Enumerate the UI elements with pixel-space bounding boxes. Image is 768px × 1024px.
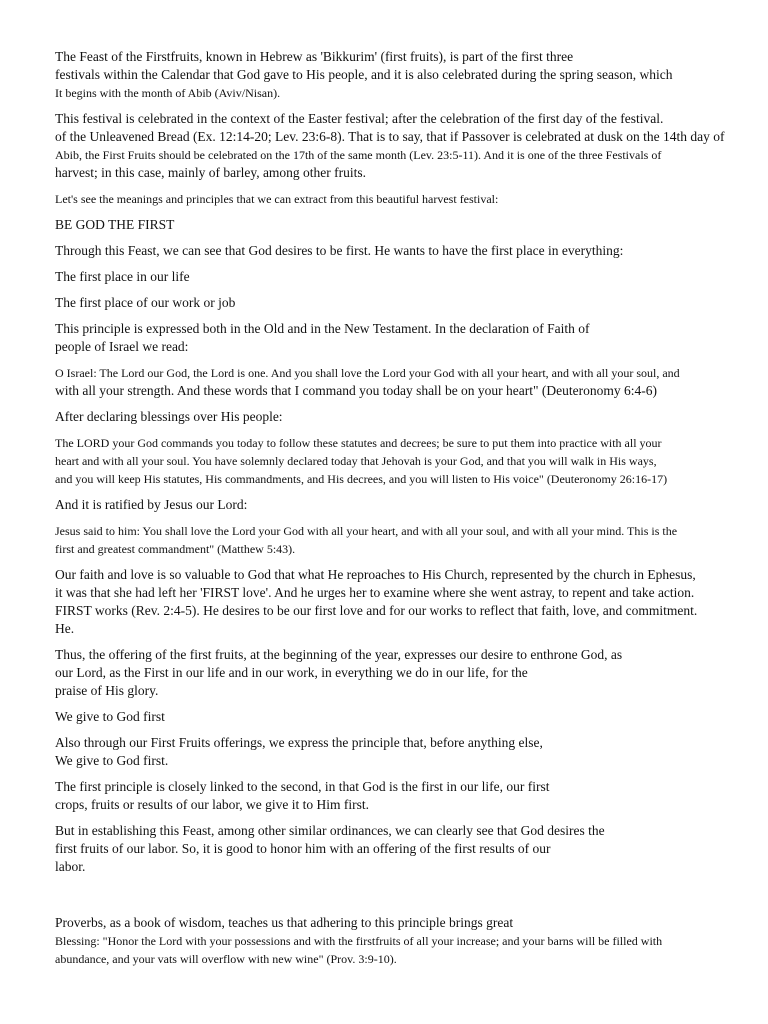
quote-deuteronomy-6	[55, 364, 745, 400]
text-line: our Lord, as the First in our life and in our work, in everything we do in our life, for the	[55, 665, 528, 680]
text-line: The Feast of the Firstfruits, known in Hebrew as 'Bikkurim' (first fruits), is part of the first three	[55, 49, 574, 64]
text-line: and you will keep His statutes, His commandments, and His decrees, and you will listen to His voice" (Deuteronomy 26:16-17)	[55, 472, 668, 486]
text-line: crops, fruits or results of our labor, we give it to Him first.	[55, 797, 370, 812]
document-page	[55, 48, 745, 976]
text-line: harvest; in this case, mainly of barley, among other fruits.	[55, 165, 367, 180]
text-line: Through this Feast, we can see that God desires to be first. He wants to have the first place in everything:	[55, 243, 624, 258]
quote-deuteronomy-26	[55, 434, 745, 488]
text-line: He.	[55, 621, 75, 636]
text-line: people of Israel we read:	[55, 339, 189, 354]
paragraph-principle	[55, 320, 745, 356]
text-line: But in establishing this Feast, among other similar ordinances, we can clearly see that God desires the	[55, 823, 605, 838]
text-line: It begins with the month of Abib (Aviv/Nisan).	[55, 86, 281, 100]
section-heading-be-god-first	[55, 216, 745, 234]
list-item-first-place-work	[55, 294, 745, 312]
paragraph-ephesus	[55, 566, 745, 638]
text-line: Jesus said to him: You shall love the Lord your God with all your heart, and with all your soul, and with all your mind. This is the	[55, 524, 678, 538]
paragraph-spacer	[55, 884, 745, 914]
paragraph-offering	[55, 646, 745, 700]
text-line: The LORD your God commands you today to follow these statutes and decrees; be sure to put them into practice with all your	[55, 436, 662, 450]
text-line: it was that she had left her 'FIRST love'. And he urges her to examine where she went astray, to repent and take action.	[55, 585, 695, 600]
paragraph-god-first	[55, 242, 745, 260]
text-line: festivals within the Calendar that God gave to His people, and it is also celebrated during the spring season, which	[55, 67, 673, 82]
heading-text: BE GOD THE FIRST	[55, 217, 175, 232]
paragraph-meanings	[55, 190, 745, 208]
text-line: O Israel: The Lord our God, the Lord is one. And you shall love the Lord your God with all your heart, and with all your soul, and	[55, 366, 680, 380]
text-line: Blessing: "Honor the Lord with your possessions and with the firstfruits of all your increase; and your barns will be filled with	[55, 934, 663, 948]
paragraph-context	[55, 110, 745, 182]
text-line: first fruits of our labor. So, it is good to honor him with an offering of the first results of our	[55, 841, 551, 856]
text-line: The first principle is closely linked to the second, in that God is the first in our life, our first	[55, 779, 550, 794]
paragraph-establishing-feast	[55, 822, 745, 876]
text-line: We give to God first.	[55, 753, 169, 768]
text-line: Our faith and love is so valuable to God that what He reproaches to His Church, represented by the church in Ephesus,	[55, 567, 696, 582]
text-line: Abib, the First Fruits should be celebrated on the 17th of the same month (Lev. 23:5-11). And it is one of the three Festivals of	[55, 148, 662, 162]
list-item-first-place-life	[55, 268, 745, 286]
text-line: abundance, and your vats will overflow with new wine" (Prov. 3:9-10).	[55, 952, 397, 966]
text-line: FIRST works (Rev. 2:4-5). He desires to be our first love and for our works to reflect that faith, love, and commitment.	[55, 603, 698, 618]
text-line: praise of His glory.	[55, 683, 159, 698]
paragraph-first-principle	[55, 778, 745, 814]
text-line: And it is ratified by Jesus our Lord:	[55, 497, 248, 512]
text-line: Thus, the offering of the first fruits, at the beginning of the year, expresses our desire to enthrone God, as	[55, 647, 623, 662]
paragraph-ratified	[55, 496, 745, 514]
text-line: After declaring blessings over His people:	[55, 409, 283, 424]
text-line: The first place of our work or job	[55, 295, 236, 310]
text-line: with all your strength. And these words that I command you today shall be on your heart" (Deuteronomy 6:4-6)	[55, 383, 658, 398]
text-line: first and greatest commandment" (Matthew 5:43).	[55, 542, 296, 556]
paragraph-firstfruits-offerings	[55, 734, 745, 770]
section-heading-give-first	[55, 708, 745, 726]
text-line: Also through our First Fruits offerings, we express the principle that, before anything else,	[55, 735, 543, 750]
text-line: labor.	[55, 859, 86, 874]
paragraph-blessings	[55, 408, 745, 426]
text-line: Let's see the meanings and principles that we can extract from this beautiful harvest festival:	[55, 192, 499, 206]
text-line: This festival is celebrated in the context of the Easter festival; after the celebration of the first day of the festival.	[55, 111, 664, 126]
quote-matthew	[55, 522, 745, 558]
text-line: of the Unleavened Bread (Ex. 12:14-20; Lev. 23:6-8). That is to say, that if Passover is celebrated at dusk on the 14th day of	[55, 129, 725, 144]
text-line: Proverbs, as a book of wisdom, teaches us that adhering to this principle brings great	[55, 915, 514, 930]
paragraph-intro	[55, 48, 745, 102]
text-line: heart and with all your soul. You have solemnly declared today that Jehovah is your God, and that you will walk in His ways,	[55, 454, 657, 468]
text-line: This principle is expressed both in the Old and in the New Testament. In the declaration of Faith of	[55, 321, 590, 336]
paragraph-proverbs	[55, 914, 745, 968]
heading-text: We give to God first	[55, 709, 165, 724]
text-line: The first place in our life	[55, 269, 190, 284]
